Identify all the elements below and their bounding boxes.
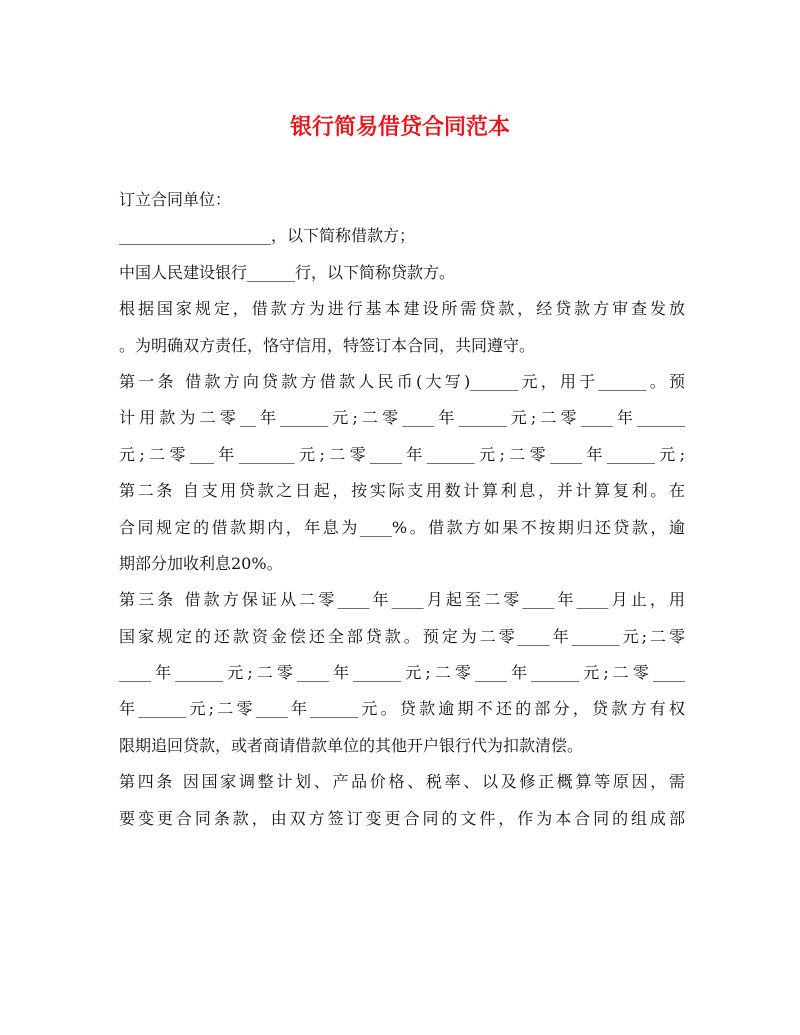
text-line-article-4-b: 要变更合同条款，由双方签订变更合同的文件，作为本合同的组成部 <box>119 808 685 828</box>
text-line-article-1-a: 第一条 借款方向贷款方借款人民币(大写)______元，用于______。预 <box>119 371 685 391</box>
text-line-borrower: ___________________，以下简称借款方； <box>119 226 416 246</box>
text-line-article-2-a: 第二条 自支用贷款之日起，按实际支用数计算利息，并计算复利。在 <box>119 481 685 501</box>
text-line-article-3-a: 第三条 借款方保证从二零____年____月起至二零____年____月止，用 <box>119 590 685 610</box>
text-line-lender: 中国人民建设银行______行，以下简称贷款方。 <box>119 262 456 282</box>
text-line-article-4-a: 第四条 因国家调整计划、产品价格、税率、以及修正概算等原因，需 <box>119 772 685 792</box>
text-line-preamble-1: 根据国家规定，借款方为进行基本建设所需贷款，经贷款方审查发放 <box>119 299 685 319</box>
text-line-contract-parties: 订立合同单位： <box>119 190 232 209</box>
text-line-article-2-c: 期部分加收利息20%。 <box>119 553 283 573</box>
text-line-preamble-2: 。为明确双方责任，恪守信用，特签订本合同，共同遵守。 <box>119 335 536 355</box>
text-line-article-2-b: 合同规定的借款期内，年息为____%。借款方如果不按期归还贷款，逾 <box>119 517 685 537</box>
text-line-article-3-b: 国家规定的还款资金偿还全部贷款。预定为二零____年______元;二零 <box>119 626 685 646</box>
text-line-article-1-b: 计用款为二零__年______元;二零____年______元;二零____年______ <box>119 408 685 428</box>
document-title: 银行简易借贷合同范本 <box>289 114 510 140</box>
text-line-article-1-c: 元;二零___年_______元;二零____年______元;二零____年______元; <box>119 444 685 464</box>
contract-body <box>119 182 685 837</box>
text-line-article-3-e: 限期追回贷款，或者商请借款单位的其他开户银行代为扣款清偿。 <box>119 735 584 755</box>
text-line-article-3-d: 年______元;二零____年______元。贷款逾期不还的部分，贷款方有权 <box>119 699 685 719</box>
text-line-article-3-c: ____年______元;二零____年______元;二零____年______元;二零____ <box>119 663 685 683</box>
